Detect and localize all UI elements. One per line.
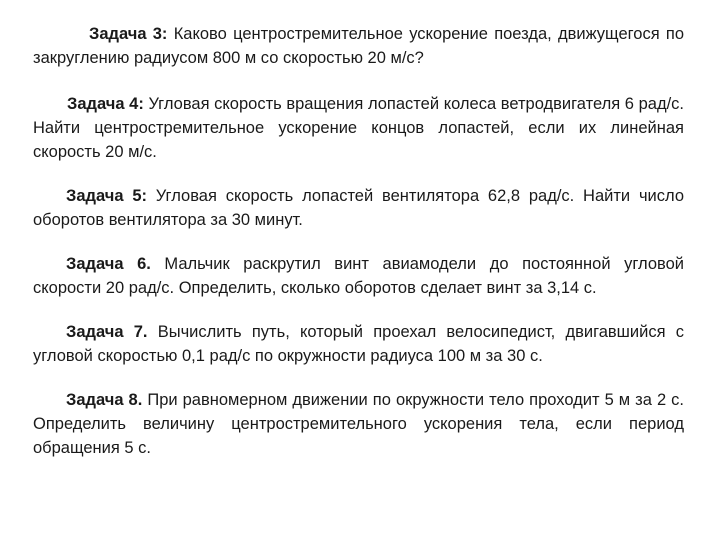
task-8-label: Задача 8. <box>66 391 143 409</box>
task-5-text: Угловая скорость лопастей вентилятора 62,8 рад/с. Найти число оборотов вентилятора за 30 минут. <box>33 187 685 229</box>
task-4-label: Задача 4: <box>67 95 144 113</box>
task-4-text: Угловая скорость вращения лопастей колеса ветродвигателя 6 рад/с. Найти центростремительное ускорение концов лопастей, если их линейная скорость 20 м/с. <box>33 95 685 161</box>
task-6-paragraph <box>33 252 684 300</box>
document-page <box>33 22 684 480</box>
task-7-paragraph <box>33 320 684 368</box>
task-7-label: Задача 7. <box>66 323 148 341</box>
task-4-paragraph <box>33 92 684 164</box>
task-8-text: При равномерном движении по окружности тело проходит 5 м за 2 с. Определить величину центростремительного ускорения тела, если период обращения 5 с. <box>33 391 684 457</box>
task-5-paragraph <box>33 184 684 232</box>
task-6-label: Задача 6. <box>66 255 151 273</box>
task-8-paragraph <box>33 388 684 460</box>
task-3-text: Каково центростремительное ускорение поезда, движущегося по закруглению радиусом 800 м со скоростью 20 м/с? <box>33 25 684 67</box>
task-6-text: Мальчик раскрутил винт авиамодели до постоянной угловой скорости 20 рад/с. Определить, сколько оборотов сделает винт за 3,14 с. <box>33 255 684 297</box>
task-3-paragraph <box>33 22 684 70</box>
task-3-label: Задача 3: <box>89 25 168 43</box>
task-5-label: Задача 5: <box>66 187 147 205</box>
task-7-text: Вычислить путь, который проехал велосипедист, двигавшийся с угловой скоростью 0,1 рад/с по окружности радиуса 100 м за 30 с. <box>33 323 685 365</box>
